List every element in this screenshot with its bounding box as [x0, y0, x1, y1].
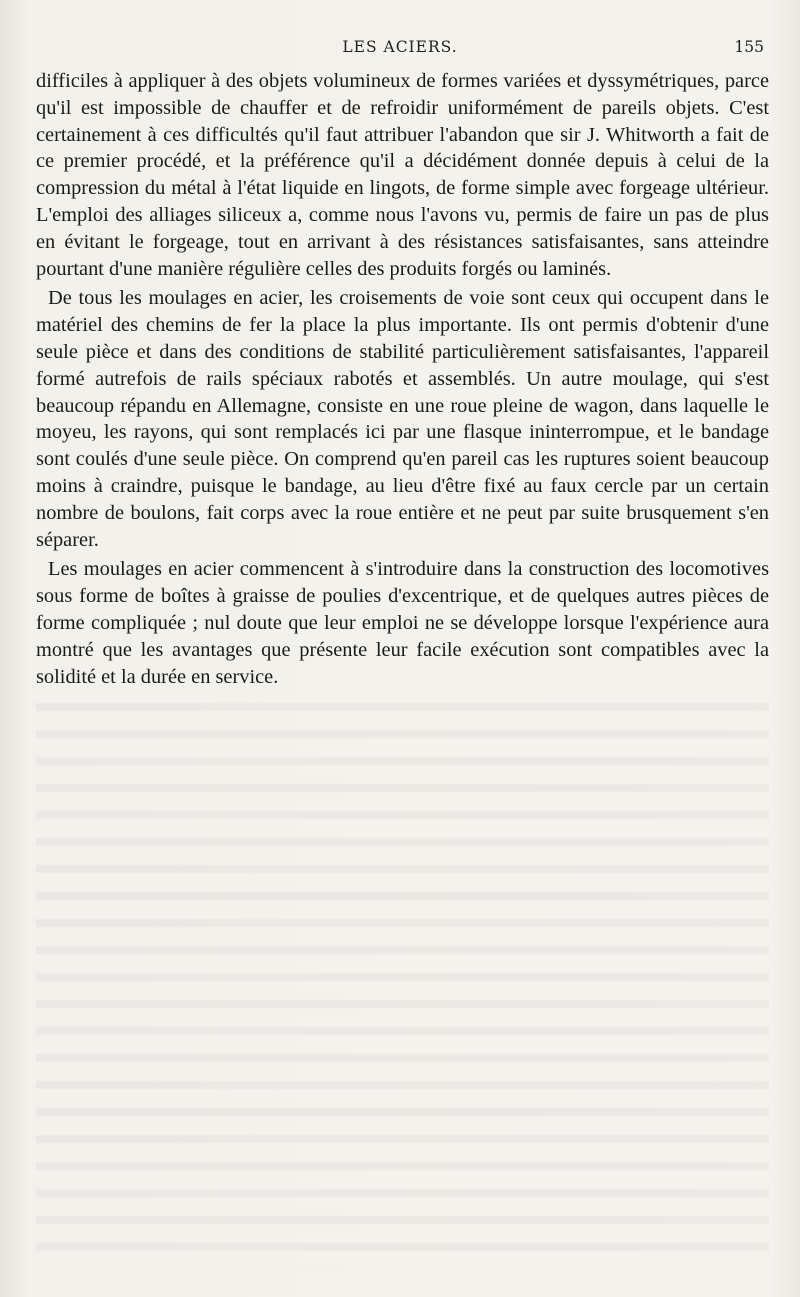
running-title: LES ACIERS.	[342, 38, 458, 56]
paragraph-1: difficiles à appliquer à des objets volumineux de formes variées et dyssymétriques, parce qu'il est impossible de chauffer et de refroidir uniformément de pareils objets. C'est certainement à ces difficultés qu'il faut attribuer l'abandon que sir J. Whitworth a fait de ce premier procédé, et la préférence qu'il a décidément donnée depuis à celui de la compression du métal à l'état liquide en lingots, de forme simple avec forgeage ultérieur. L'emploi des alliages siliceux a, comme nous l'avons vu, permis de faire un pas de plus en évitant le forgeage, tout en arrivant à des résistances satisfaisantes, sans atteindre pourtant d'une manière régulière celles des produits forgés ou laminés.	[36, 70, 769, 280]
show-through-text-area	[36, 690, 769, 1270]
paragraph-3: Les moulages en acier commencent à s'introduire dans la construction des locomotives sous forme de boîtes à graisse de poulies d'excentrique, et de quelques autres pièces de forme compliquée ; nul doute que leur emploi ne se développe lorsque l'expérience aura montré que les avantages que présente leur facile exécution sont compatibles avec la solidité et la durée en service.	[36, 558, 769, 688]
page-number: 155	[734, 38, 764, 56]
page-header	[0, 38, 800, 62]
paragraph-2: De tous les moulages en acier, les croisements de voie sont ceux qui occupent dans le matériel des chemins de fer la place la plus importante. Ils ont permis d'obtenir d'une seule pièce et dans des conditions de stabilité particulièrement satisfaisantes, l'appareil formé autrefois de rails spéciaux rabotés et assemblés. Un autre moulage, qui s'est beaucoup répandu en Allemagne, consiste en une roue pleine de wagon, dans laquelle le moyeu, les rayons, qui sont remplacés ici par une flasque ininterrompue, et le bandage sont coulés d'une seule pièce. On comprend qu'en pareil cas les ruptures soient beaucoup moins à craindre, puisque le bandage, au lieu d'être fixé au faux cercle par un certain nombre de boulons, fait corps avec la roue entière et ne peut par suite brusquement s'en séparer.	[36, 287, 769, 551]
body-text	[36, 68, 769, 693]
